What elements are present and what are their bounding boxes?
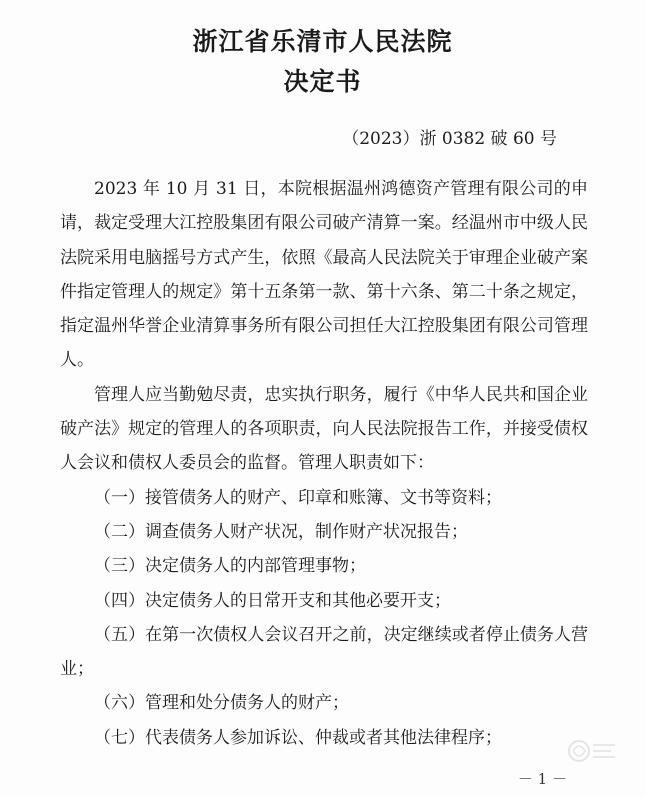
duty-item-1: （一）接管债务人的财产、印章和账簿、文书等资料； [94,487,502,508]
duty-item-4: （四）决定债务人的日常开支和其他必要开支； [94,590,451,611]
document-body [60,172,588,755]
duty-item-3: （三）决定债务人的内部管理事物； [94,556,366,577]
page-number: － 1 － [517,770,567,788]
paragraph-2: 管理人应当勤勉尽责，忠实执行职务，履行《中华人民共和国企业破产法》规定的管理人的各项职责，向人民法院报告工作，并接受债权人会议和债权人委员会的监督。管理人职责如下： [60,384,588,474]
watermark-logo-icon [565,733,619,769]
paragraph-1: 2023 年 10 月 31 日，本院根据温州鸿德资产管理有限公司的申请，裁定受理大江控股集团有限公司破产清算一案。经温州市中级人民法院采用电脑摇号方式产生，依照《最高人民法院关于审理企业破产案件指定管理人的规定》第十五条第一款、第十六条、第二十条之规定，指定温州华誉企业清算事务所有限公司担任大江控股集团有限公司管理人。 [60,179,588,371]
duty-item-5: （五）在第一次债权人会议召开之前，决定继续或者停止债务人营业； [60,624,588,680]
duty-item-2: （二）调查债务人财产状况，制作财产状况报告； [94,521,468,542]
case-number: （2023）浙 0382 破 60 号 [342,129,557,149]
document-type-title: 决定书 [283,67,362,96]
duty-item-6: （六）管理和处分债务人的财产； [94,693,349,714]
duty-item-7: （七）代表债务人参加诉讼、仲裁或者其他法律程序； [94,727,502,748]
court-name-title: 浙江省乐清市人民法院 [192,27,453,56]
